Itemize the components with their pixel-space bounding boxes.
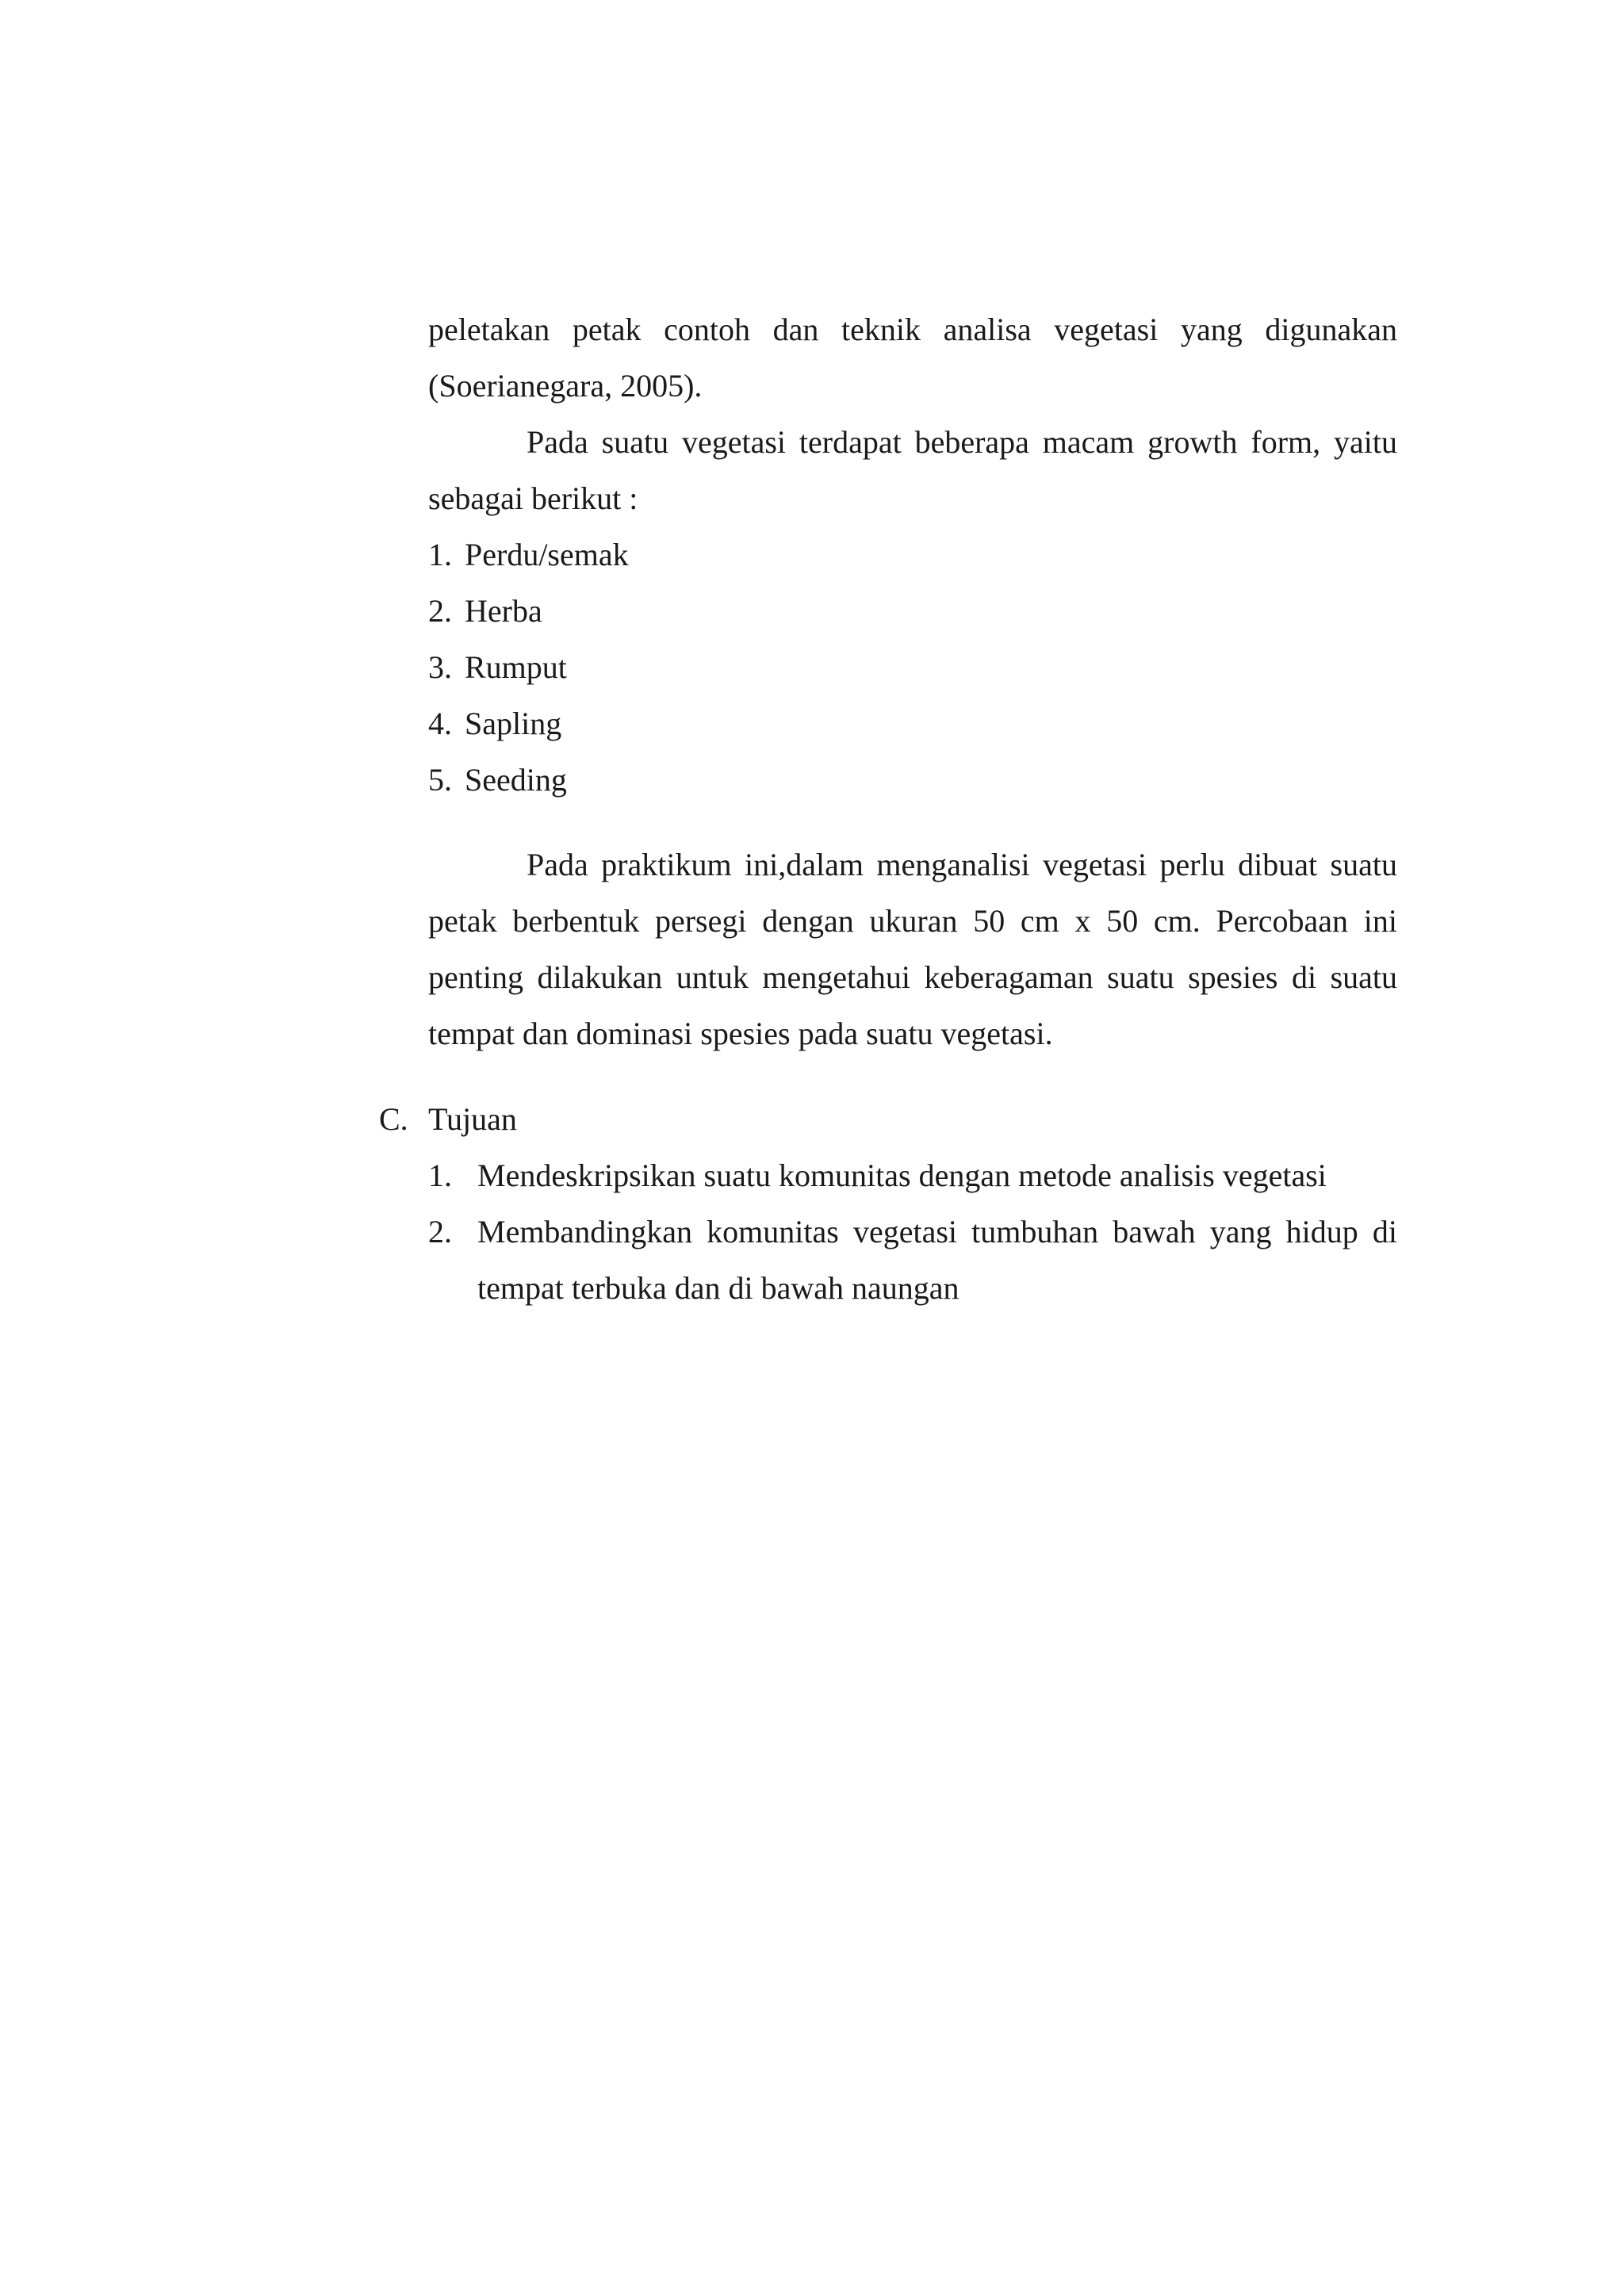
objective-item [428,1147,1327,1203]
list-number: 4. [428,706,452,741]
growth-form-item [428,583,542,639]
section-number: C. [379,1101,408,1137]
list-number: 1. [428,1158,452,1193]
list-number: 2. [428,1214,452,1249]
growth-form-item [428,639,567,695]
paragraph-2-line-1: Pada suatu vegetasi terdapat beberapa macam growth form, yaitu [527,424,1397,460]
list-number: 1. [428,537,452,572]
paragraph-3-line-3: penting dilakukan untuk mengetahui keberagaman suatu spesies di suatu [428,959,1397,995]
growth-form-item [428,526,629,583]
growth-form-item [428,695,561,752]
list-number: 5. [428,762,452,798]
list-label: Sapling [465,706,562,741]
section-c-heading [379,1091,517,1147]
list-number: 3. [428,649,452,685]
growth-form-item [428,752,567,808]
paragraph-3-line-4: tempat dan dominasi spesies pada suatu vegetasi. [428,1016,1053,1051]
paragraph-3-line-2: petak berbentuk persegi dengan ukuran 50 cm x 50 cm. Percobaan ini [428,903,1397,939]
objective-2-line-1: Membandingkan komunitas vegetasi tumbuhan bawah yang hidup di [477,1214,1397,1249]
objective-item-number [428,1203,452,1260]
paragraph-1-line-2: (Soerianegara, 2005). [428,368,703,404]
list-label: Rumput [465,649,567,685]
paragraph-1-line-1: peletakan petak contoh dan teknik analisa vegetasi yang digunakan [428,312,1397,347]
list-number: 2. [428,593,452,629]
paragraph-2-line-2: sebagai berikut : [428,480,638,516]
list-label: Perdu/semak [465,537,629,572]
objective-2-line-2: tempat terbuka dan di bawah naungan [477,1270,959,1306]
list-label: Mendeskripsikan suatu komunitas dengan metode analisis vegetasi [477,1158,1327,1193]
paragraph-3-line-1: Pada praktikum ini,dalam menganalisi vegetasi perlu dibuat suatu [527,847,1397,882]
list-label: Herba [465,593,542,629]
list-label: Seeding [465,762,567,798]
section-title: Tujuan [428,1101,517,1137]
